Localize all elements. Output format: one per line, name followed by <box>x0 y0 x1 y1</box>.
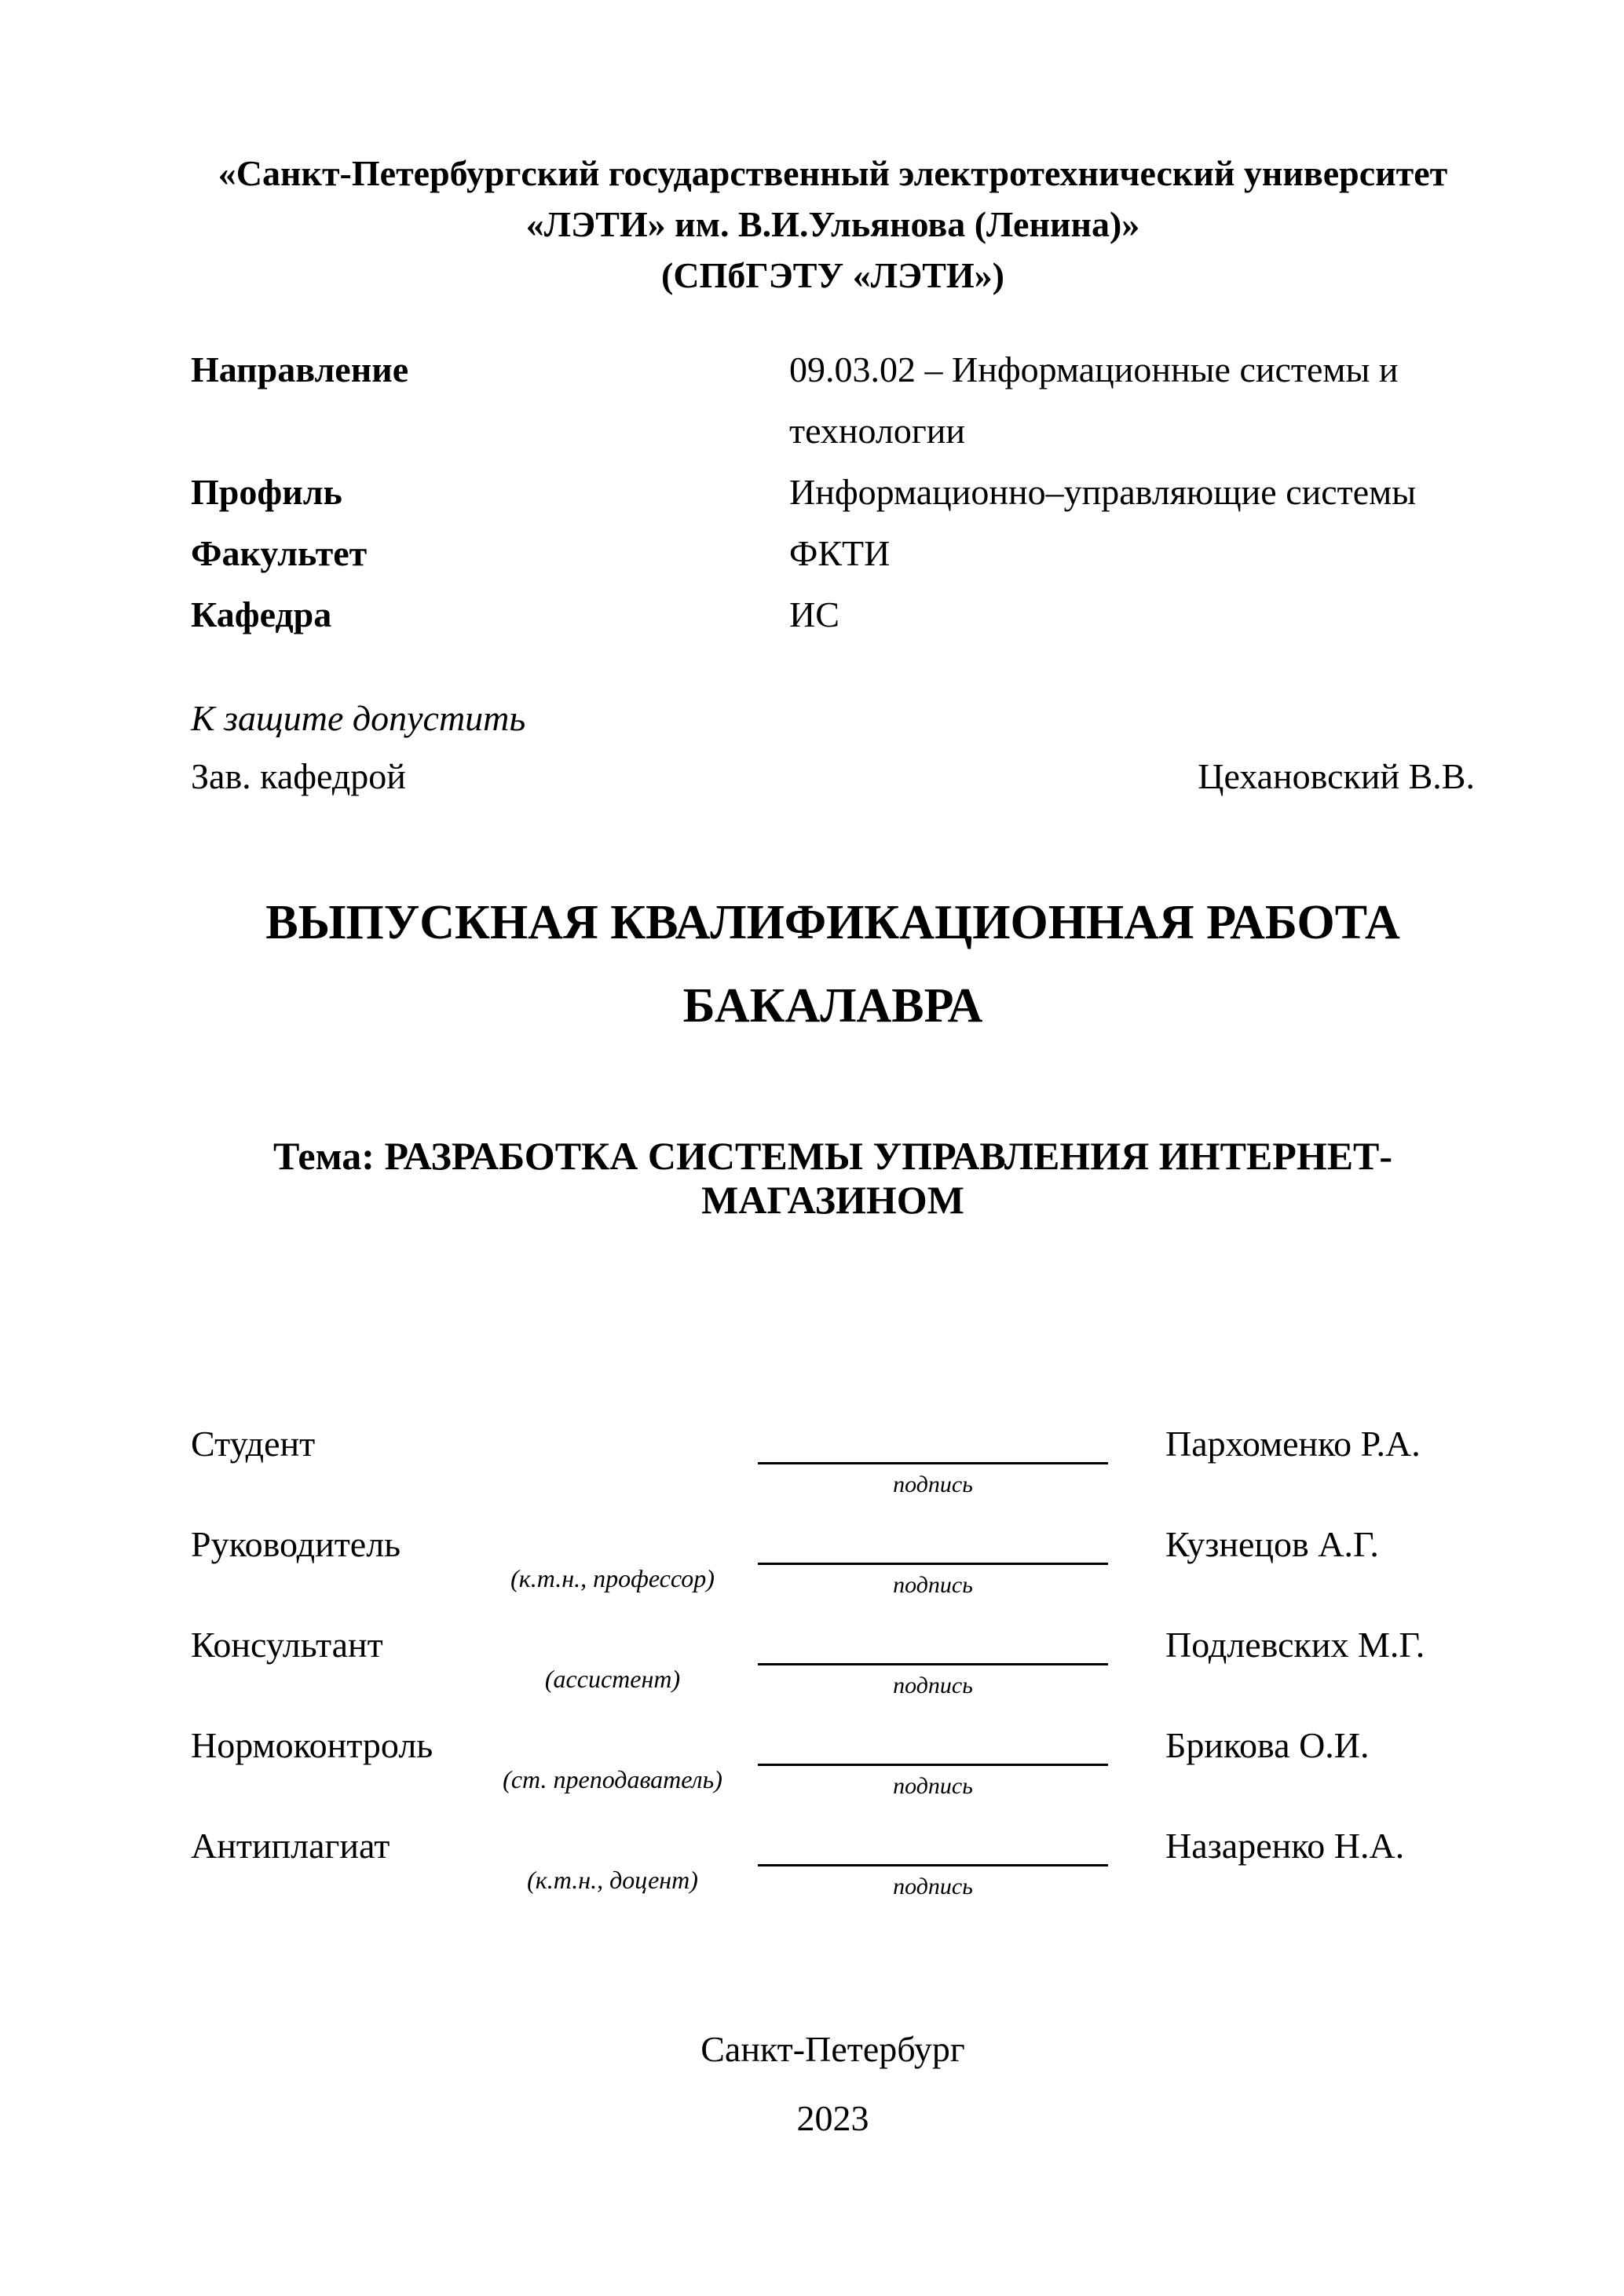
signature-name: Пархоменко Р.А. <box>1165 1424 1421 1464</box>
signature-caption: подпись <box>893 1773 973 1799</box>
field-label-direction: Направление <box>191 349 409 389</box>
footer-city: Санкт-Петербург <box>700 2029 965 2069</box>
footer-year: 2023 <box>796 2098 869 2138</box>
signature-role: Студент <box>191 1424 316 1464</box>
work-title <box>191 881 1475 1047</box>
department-head-label: Зав. кафедрой <box>191 756 406 796</box>
signature-row-normcontrol <box>0 1724 1624 1825</box>
signature-row-supervisor <box>0 1523 1624 1624</box>
university-name-line-3: (СПбГЭТУ «ЛЭТИ») <box>661 255 1004 295</box>
university-name-line-2: «ЛЭТИ» им. В.И.Ульянова (Ленина)» <box>525 204 1140 244</box>
signature-role: Руководитель <box>191 1524 401 1564</box>
signature-qualifier: (к.т.н., профессор) <box>510 1564 715 1592</box>
department-head-name: Цехановский В.В. <box>1198 756 1475 796</box>
signature-caption: подпись <box>893 1874 973 1899</box>
field-value-faculty: ФКТИ <box>789 533 891 573</box>
university-name-line-1: «Санкт-Петербургский государственный электротехнический университет <box>218 153 1448 193</box>
theme-line-2: МАГАЗИНОМ <box>701 1178 964 1222</box>
field-row-direction <box>191 339 1475 462</box>
field-value-department: ИС <box>789 594 839 634</box>
signature-name: Брикова О.И. <box>1165 1725 1370 1765</box>
field-row-profile <box>191 462 1475 523</box>
field-value-direction: 09.03.02 – Информационные системы и технологии <box>789 349 1399 451</box>
admission-head-line <box>191 755 1475 797</box>
signature-line <box>758 1663 1108 1665</box>
signature-row-consultant <box>0 1624 1624 1724</box>
signature-qualifier: (ст. преподаватель) <box>503 1765 722 1793</box>
work-title-line-2: БАКАЛАВРА <box>682 979 983 1033</box>
work-title-line-1: ВЫПУСКНАЯ КВАЛИФИКАЦИОННАЯ РАБОТА <box>265 896 1400 949</box>
signature-qualifier: (к.т.н., доцент) <box>527 1866 698 1894</box>
signature-caption: подпись <box>893 1673 973 1698</box>
theme-line-1: Тема: РАЗРАБОТКА СИСТЕМЫ УПРАВЛЕНИЯ ИНТЕРНЕТ- <box>272 1134 1393 1178</box>
signature-row-antiplagiarism <box>0 1825 1624 1925</box>
field-row-department <box>191 584 1475 645</box>
signature-role: Антиплагиат <box>191 1826 390 1866</box>
signature-line <box>758 1462 1108 1464</box>
signature-name: Назаренко Н.А. <box>1165 1826 1405 1866</box>
field-row-faculty <box>191 523 1475 584</box>
signature-row-student <box>0 1423 1624 1523</box>
field-label-profile: Профиль <box>191 472 342 512</box>
signature-line <box>758 1563 1108 1565</box>
signature-caption: подпись <box>893 1472 973 1497</box>
field-value-profile: Информационно–управляющие системы <box>789 472 1417 512</box>
signature-line <box>758 1764 1108 1766</box>
signature-caption: подпись <box>893 1572 973 1598</box>
signature-name: Подлевских М.Г. <box>1165 1625 1425 1665</box>
signature-line <box>758 1864 1108 1866</box>
field-label-faculty: Факультет <box>191 533 368 573</box>
admission-permit-line: К защите допустить <box>191 698 526 738</box>
university-header <box>191 148 1475 301</box>
signature-role: Консультант <box>191 1625 383 1665</box>
signature-qualifier: (ассистент) <box>544 1665 681 1693</box>
theme-title <box>191 1134 1475 1222</box>
program-fields <box>191 339 1475 645</box>
signature-role: Нормоконтроль <box>191 1725 433 1765</box>
footer <box>191 2015 1475 2153</box>
signature-name: Кузнецов А.Г. <box>1165 1524 1379 1564</box>
field-label-department: Кафедра <box>191 594 332 634</box>
